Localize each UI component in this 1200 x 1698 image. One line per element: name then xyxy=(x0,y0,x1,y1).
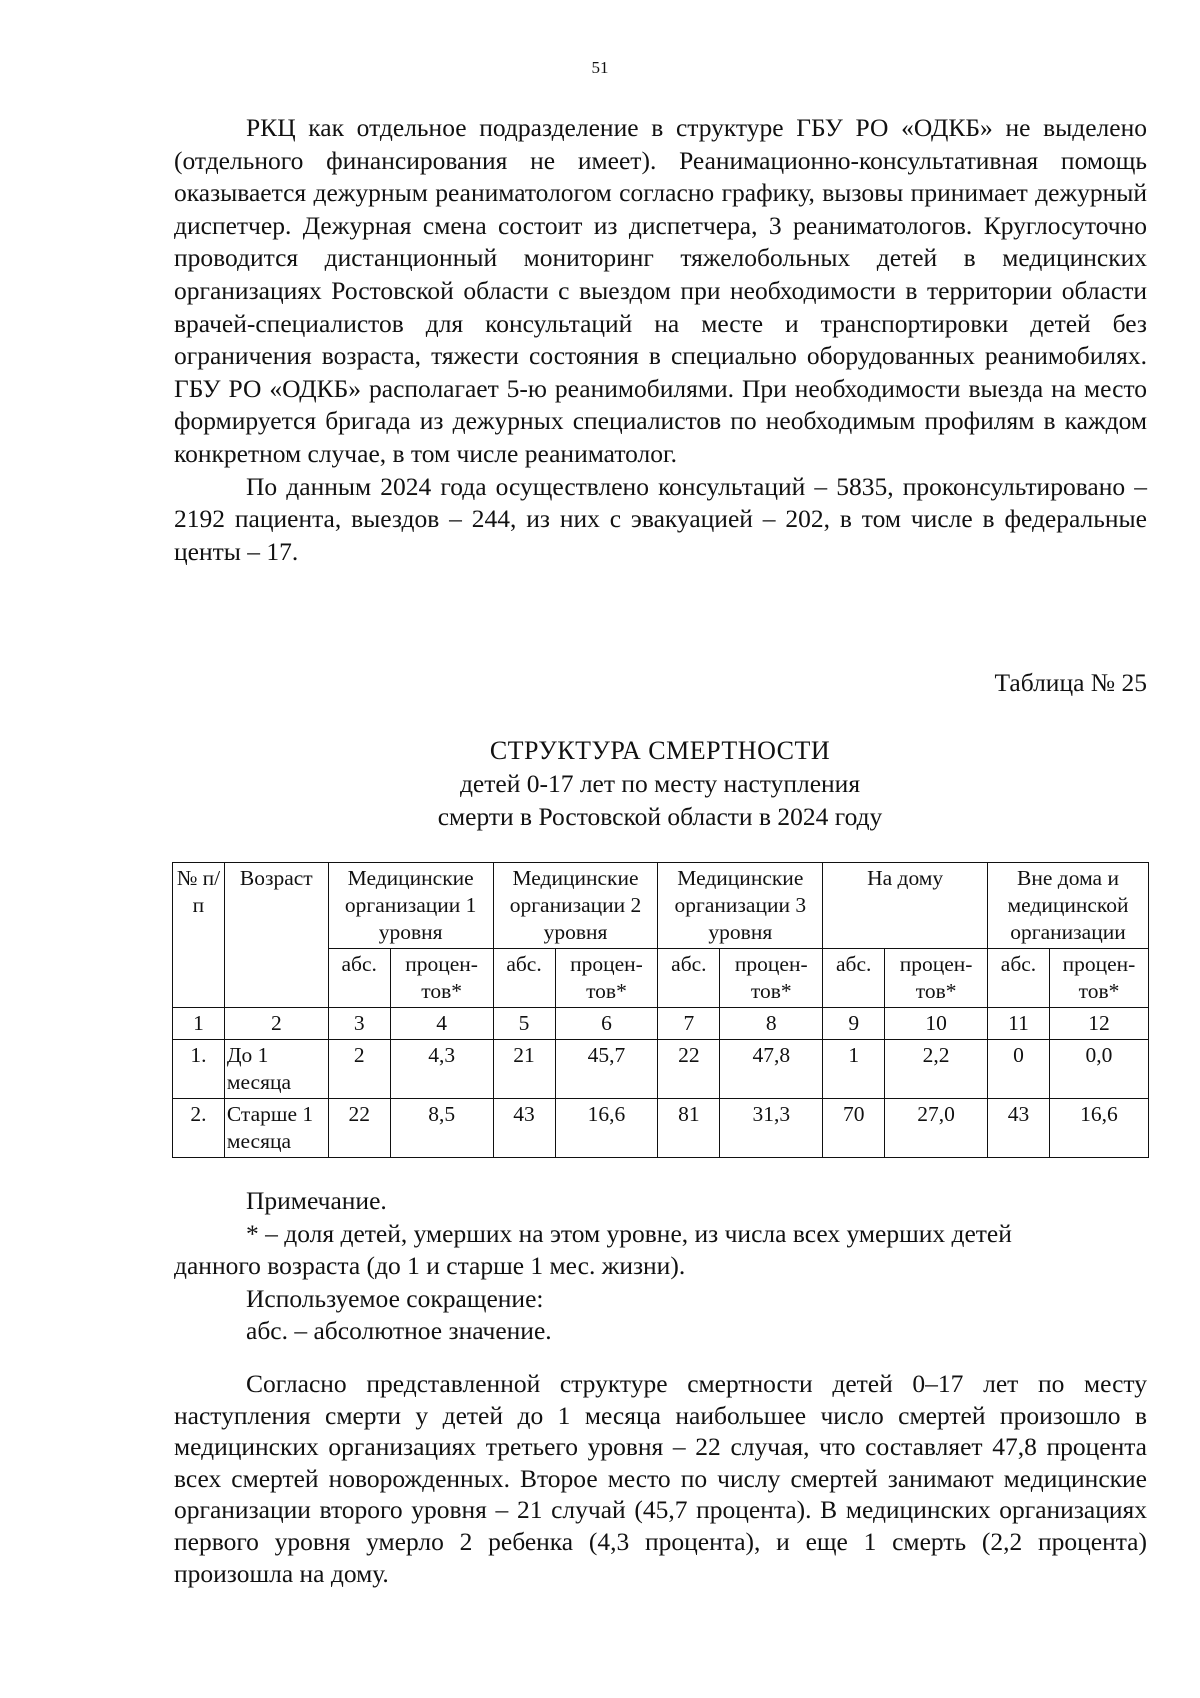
paragraph-rkc: РКЦ как отдельное подразделение в структуре ГБУ РО «ОДКБ» не выделено (отдельного финансирования не имеет). Реанимационно-консультативная помощь оказывается дежурным реаниматологом согласно графику, вызовы принимает дежурный диспетчер. Дежурная смена состоит из диспетчера, 3 реаниматологов. Круглосуточно проводится дистанционный мониторинг тяжелобольных детей в медицинских организациях Ростовской области с выездом при необходимости в территории области врачей-специалистов для консультаций на месте и транспортировки детей без ограничения возраста, тяжести состояния в специально оборудованных реанимобилях. ГБУ РО «ОДКБ» располагает 5-ю реанимобилями. При необходимости выезда на место формируется бригада из дежурных специалистов по необходимым профилям в каждом конкретном случае, в том числе реаниматолог. xyxy=(174,113,1147,468)
subheader-pct: процен-тов* xyxy=(720,949,823,1008)
mortality-table xyxy=(172,862,1149,1158)
table-row xyxy=(173,1040,1149,1099)
table-title-main: СТРУКТУРА СМЕРТНОСТИ xyxy=(489,736,831,765)
column-number: 12 xyxy=(1049,1008,1148,1040)
cell-value: 22 xyxy=(658,1040,720,1099)
note-asterisk-line2: данного возраста (до 1 и старше 1 мес. жизни). xyxy=(174,1251,686,1281)
column-number: 10 xyxy=(885,1008,988,1040)
column-number: 6 xyxy=(555,1008,658,1040)
subheader-abs: абс. xyxy=(328,949,390,1008)
cell-value: 22 xyxy=(328,1099,390,1158)
header-num: № п/п xyxy=(173,863,225,1008)
subheader-abs: абс. xyxy=(823,949,885,1008)
column-number: 2 xyxy=(224,1008,328,1040)
page-number: 51 xyxy=(591,58,609,77)
cell-value: 2 xyxy=(328,1040,390,1099)
cell-value: 31,3 xyxy=(720,1099,823,1158)
column-number: 4 xyxy=(390,1008,493,1040)
column-number: 3 xyxy=(328,1008,390,1040)
cell-value: 16,6 xyxy=(555,1099,658,1158)
cell-value: 0 xyxy=(988,1040,1050,1099)
subheader-pct: процен-тов* xyxy=(390,949,493,1008)
cell-value: 0,0 xyxy=(1049,1040,1148,1099)
subheader-pct: процен-тов* xyxy=(555,949,658,1008)
cell-value: 8,5 xyxy=(390,1099,493,1158)
conclusion-text xyxy=(174,1368,1147,1589)
table-header-row xyxy=(173,863,1149,949)
column-number-row xyxy=(173,1008,1149,1040)
cell-value: 43 xyxy=(493,1099,555,1158)
row-age: До 1 месяца xyxy=(224,1040,328,1099)
table-title-line2: детей 0-17 лет по месту наступления xyxy=(459,769,861,798)
cell-value: 4,3 xyxy=(390,1040,493,1099)
cell-value: 1 xyxy=(823,1040,885,1099)
paragraph-2024-stats: По данным 2024 года осуществлено консультаций – 5835, проконсультировано – 2192 пациента, выездов – 244, из них с эвакуацией – 202, в том числе в федеральные центы – 17. xyxy=(174,471,1147,566)
note-abbr: абс. – абсолютное значение. xyxy=(246,1316,552,1346)
column-number: 5 xyxy=(493,1008,555,1040)
row-num: 2. xyxy=(173,1099,225,1158)
subheader-abs: абс. xyxy=(988,949,1050,1008)
header-group-level2: Медицинские организации 2 уровня xyxy=(493,863,658,949)
header-group-level1: Медицинские организации 1 уровня xyxy=(328,863,493,949)
cell-value: 27,0 xyxy=(885,1099,988,1158)
header-age: Возраст xyxy=(224,863,328,1008)
column-number: 8 xyxy=(720,1008,823,1040)
header-group-level3: Медицинские организации 3 уровня xyxy=(658,863,823,949)
cell-value: 45,7 xyxy=(555,1040,658,1099)
cell-value: 2,2 xyxy=(885,1040,988,1099)
header-group-outside: Вне дома и медицинской организации xyxy=(988,863,1149,949)
cell-value: 43 xyxy=(988,1099,1050,1158)
subheader-pct: процен-тов* xyxy=(1049,949,1148,1008)
cell-value: 16,6 xyxy=(1049,1099,1148,1158)
row-age: Старше 1 месяца xyxy=(224,1099,328,1158)
notes xyxy=(174,1185,1147,1348)
cell-value: 21 xyxy=(493,1040,555,1099)
note-abbr-heading: Используемое сокращение: xyxy=(246,1283,544,1313)
cell-value: 70 xyxy=(823,1099,885,1158)
column-number: 1 xyxy=(173,1008,225,1040)
note-heading: Примечание. xyxy=(246,1186,387,1215)
table-title xyxy=(0,734,1200,833)
cell-value: 81 xyxy=(658,1099,720,1158)
subheader-abs: абс. xyxy=(493,949,555,1008)
row-num: 1. xyxy=(173,1040,225,1099)
header-group-home: На дому xyxy=(823,863,988,949)
column-number: 11 xyxy=(988,1008,1050,1040)
table-label: Таблица № 25 xyxy=(994,668,1147,697)
intro-text xyxy=(174,112,1147,568)
subheader-abs: абс. xyxy=(658,949,720,1008)
table-row xyxy=(173,1099,1149,1158)
paragraph-conclusion: Согласно представленной структуре смертности детей 0–17 лет по месту наступления смерти у детей до 1 месяца наибольшее число смертей произошло в медицинских организациях третьего уровня – 22 случая, что составляет 47,8 процента всех смертей новорожденных. Второе место по числу смертей занимают медицинские организации второго уровня – 21 случай (45,7 процента). В медицинских организациях первого уровня умерло 2 ребенка (4,3 процента), и еще 1 смерть (2,2 процента) произошла на дому. xyxy=(174,1369,1147,1588)
cell-value: 47,8 xyxy=(720,1040,823,1099)
column-number: 7 xyxy=(658,1008,720,1040)
table-title-line3: смерти в Ростовской области в 2024 году xyxy=(437,802,883,831)
column-number: 9 xyxy=(823,1008,885,1040)
note-asterisk-line1: * – доля детей, умерших на этом уровне, из числа всех умерших детей xyxy=(246,1218,1012,1248)
subheader-pct: процен-тов* xyxy=(885,949,988,1008)
